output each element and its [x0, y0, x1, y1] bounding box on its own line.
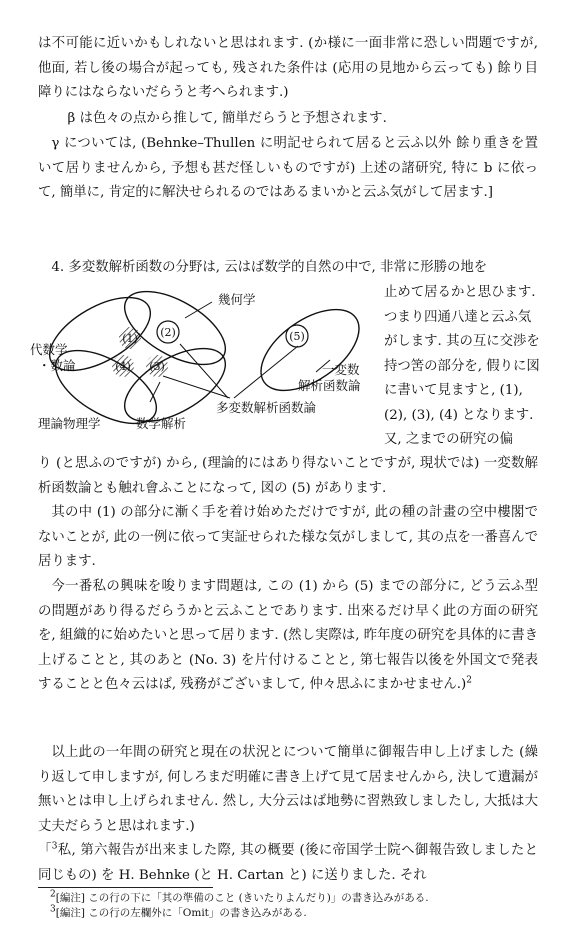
- paragraph-gamma: γ については, (Behnke–Thullen に明記せられて居ると云ふ以外 餘り重きを置いて居りませんから, 予想も甚だ怪しいものですが) 上述の諸研究, 特に b に依って, 簡単に, 肯定的に解決せられるのではあるまいかと云ふ気がして居ます.]: [38, 136, 538, 200]
- footnote-2: [50, 891, 550, 906]
- paragraph-8: [38, 839, 538, 888]
- paragraph-6: [38, 575, 538, 698]
- label-one-variable-1: 一変数: [322, 362, 360, 377]
- footnote-ref-3: 3: [51, 841, 58, 852]
- footnote-2-mark: 2: [50, 889, 56, 900]
- footnote-3: [50, 906, 550, 921]
- paragraph-4-lead: 4. 多変数解析函数の分野は, 云はば数学的自然の中で, 非常に形勝の地を: [51, 260, 488, 275]
- paragraph-beta: β は色々の点から推して, 簡単だらうと予想されます.: [67, 111, 387, 126]
- paragraph-5: 其の中 (1) の部分に漸く手を着け始めただけですが, 此の種の計畫の空中樓閣でないことが, 此の一例に依って実証せられた様な気がしまして, 其の点を一番喜んで居ります.: [38, 505, 538, 569]
- bracket-open: 「: [38, 843, 52, 858]
- paragraph-6-text: 今一番私の興味を唆ります問題は, この (1) から (5) までの部分に, どう云ふ型の問題があり得るだらうかと云ふことであります. 出來るだけ早く此の方面の研究を, 組織的に始めたいと思って居ります. (然し実際は, 昨年度の研究を具体的に書き上げることと, 其のあと (No. 3) を片付けることと, 第七報告以後を外国文で発表することと色々云はば, 残務がございまして, 仲々思ふにまかせません.): [38, 579, 538, 692]
- paragraph-8-text: 私, 第六報告が出来ました際, 其の概要 (後に帝国学士院へ御報告致しましたと同じもの) を H. Behnke (と H. Cartan と) に送りました. それ: [38, 843, 538, 883]
- region-1-label: (1): [122, 332, 138, 345]
- footnote-2-text: [編注] この行の下に「其の準備のこと (きいたりよんだり)」の書き込みがある.: [55, 892, 429, 904]
- region-4-label: (4): [115, 360, 131, 373]
- footnote-rule: [38, 887, 213, 888]
- region-3-label: (3): [149, 360, 165, 373]
- region-2-label: (2): [160, 326, 176, 339]
- label-algebra: 代数学: [30, 342, 68, 357]
- paragraph-7: 以上此の一年間の研究と現在の状況とについて簡単に御報告申し上げました (繰り返して申しますが, 何しろまだ明確に書き上げて見て居ませんから, 決して遺漏が無いとは申し上げられません. 然し, 大分云はば地勢に習熟致しましたし, 大抵は大丈夫だらうと思はれます.): [38, 745, 538, 834]
- footnote-ref-2: 2: [466, 675, 472, 686]
- label-theoretical-physics: 理論物理学: [38, 416, 101, 431]
- label-several-variables: 多変数解析函数論: [216, 400, 317, 415]
- footnote-3-text: [編注] この行の左欄外に「Omit」の書き込みがある.: [55, 907, 307, 919]
- paragraph-1: は不可能に近いかもしれないと思はれます. (か様に一面非常に恐しい問題ですが, 他面, 若し後の場合が起っても, 残された条件は (応用の見地から云っても) 餘り目障りにはならないだらうと考へられます.): [38, 36, 538, 100]
- region-5-label: (5): [289, 330, 305, 343]
- label-one-variable-2: 解析函数論: [298, 378, 361, 393]
- label-analysis: 数学解析: [136, 416, 187, 431]
- paragraph-4-side: 止めて居るかと思ひます. つまり四通八達と云ふ気がします. 其の互に交渉を持つ筈の部分を, 假りに図に書いて見ますと, (1), (2), (3), (4) となります. 又, 之までの研究の偏: [384, 285, 540, 447]
- label-number-theory: ・数論: [38, 358, 76, 373]
- paragraph-4-rest: り (と思ふのですが) から, (理論的にはあり得ないことですが, 現状では) 一変数解析函数論とも触れ會ふことになって, 図の (5) があります.: [38, 456, 538, 496]
- footnote-3-mark: 3: [50, 904, 56, 915]
- label-geometry: 幾何学: [218, 292, 256, 307]
- domain-diagram: [30, 290, 380, 442]
